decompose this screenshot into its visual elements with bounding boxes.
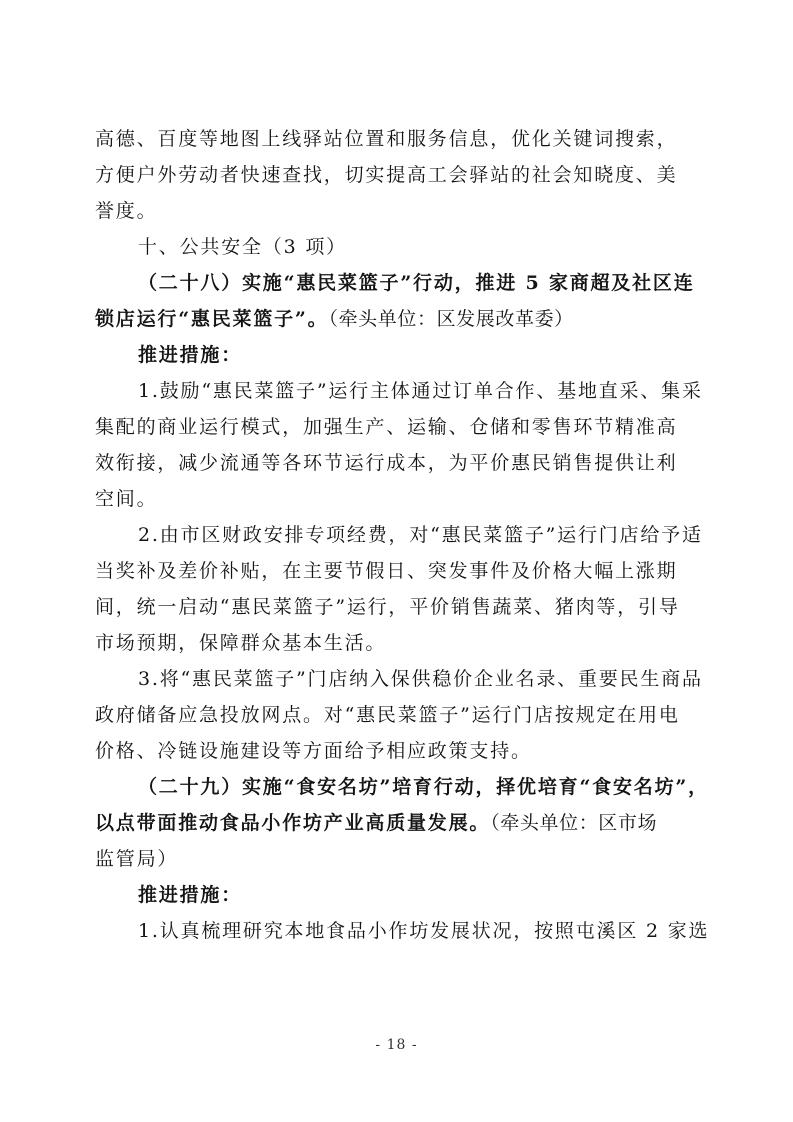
body-text-line: 政府储备应急投放网点。对“惠民菜篮子”运行门店按规定在用电	[95, 704, 680, 726]
body-text-line: 空间。	[95, 488, 158, 510]
body-text-line: 2.由市区财政安排专项经费，对“惠民菜篮子”运行门店给予适	[138, 524, 703, 546]
body-text-line: 1.鼓励“惠民菜篮子”运行主体通过订单合作、基地直采、集采	[138, 380, 703, 402]
item-heading-continuation	[95, 811, 705, 835]
body-text-line: 市场预期，保障群众基本生活。	[95, 632, 387, 654]
section-heading: 十、公共安全（3 项）	[138, 236, 347, 258]
item-heading-tail: 以点带面推动食品小作坊产业高质量发展。	[95, 812, 491, 834]
body-text-line: 集配的商业运行模式，加强生产、运输、仓储和零售环节精准高	[95, 416, 678, 438]
body-text-line: 3.将“惠民菜篮子”门店纳入保供稳价企业名录、重要民生商品	[138, 668, 703, 690]
page-number: - 18 -	[375, 1037, 418, 1053]
measures-label: 推进措施：	[138, 344, 243, 366]
item-heading: （二十八）实施“惠民菜篮子”行动，推进 5 家商超及社区连	[138, 272, 695, 294]
body-text-line: 誉度。	[95, 200, 158, 222]
item-heading-continuation	[95, 307, 705, 331]
body-text-line: 1.认真梳理研究本地食品小作坊发展状况，按照屯溪区 2 家选	[138, 920, 710, 942]
item-heading-tail: 锁店运行“惠民菜篮子”。	[95, 308, 329, 330]
measures-label: 推进措施：	[138, 884, 243, 906]
body-text-line: 价格、冷链设施建设等方面给予相应政策支持。	[95, 740, 532, 762]
body-text-line: 当奖补及差价补贴，在主要节假日、突发事件及价格大幅上涨期	[95, 560, 678, 582]
lead-unit-continuation: 监管局）	[95, 848, 179, 870]
body-text-line: 高德、百度等地图上线驿站位置和服务信息，优化关键词搜索，	[95, 128, 678, 150]
item-heading: （二十九）实施“食安名坊”培育行动，择优培育“食安名坊”，	[138, 776, 709, 798]
lead-unit: （牵头单位：区市场	[490, 812, 658, 834]
lead-unit: （牵头单位：区发展改革委）	[328, 308, 574, 330]
body-text-line: 效衔接，减少流通等各环节运行成本，为平价惠民销售提供让利	[95, 452, 678, 474]
body-text-line: 间，统一启动“惠民菜篮子”运行，平价销售蔬菜、猪肉等，引导	[95, 596, 680, 618]
body-text-line: 方便户外劳动者快速查找，切实提高工会驿站的社会知晓度、美	[95, 164, 678, 186]
